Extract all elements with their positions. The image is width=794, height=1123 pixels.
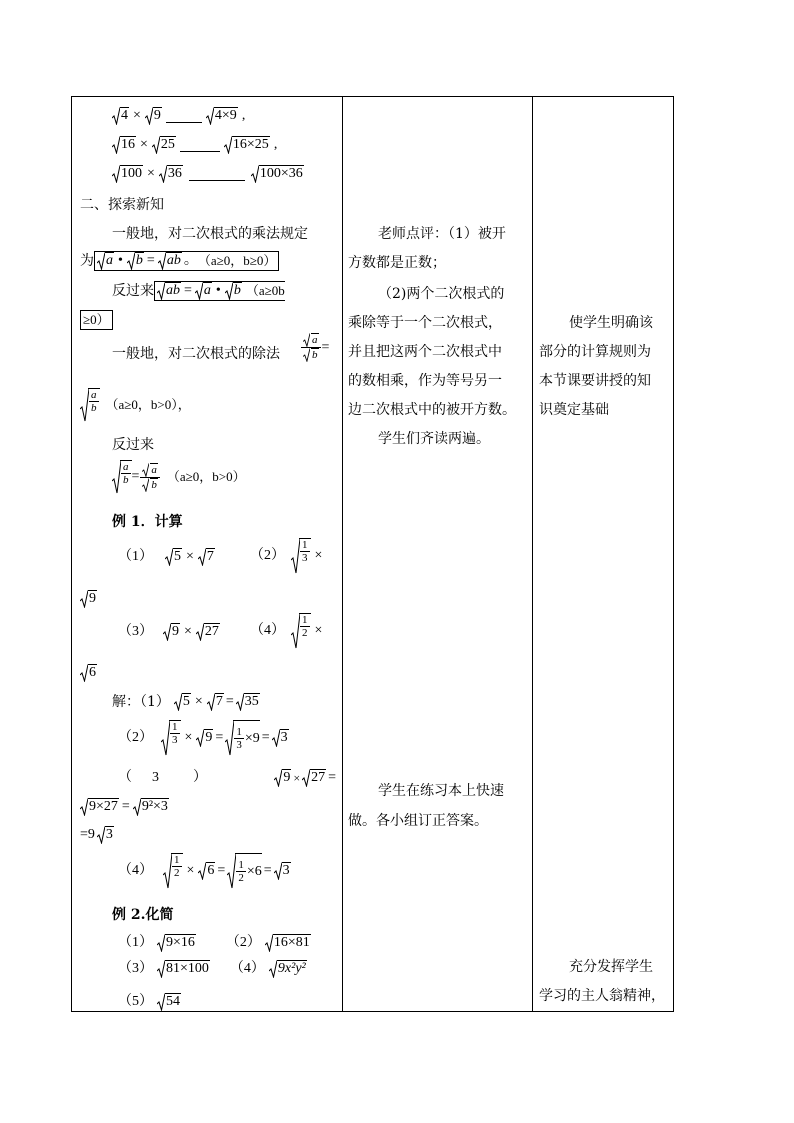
teacher-comment-line: 并且把这两个二次根式中 xyxy=(348,344,502,360)
section-heading: 二、探索新知 xyxy=(80,197,164,213)
radical: 9 xyxy=(145,107,162,125)
div-rule-lhs: $\frac{a}{b}$ = xyxy=(300,333,329,362)
example-2-row-3: （5） 54 xyxy=(118,994,180,1009)
mul-rule-formula: 为 a • b = ab 。 （a≥0，b≥0） xyxy=(80,251,279,271)
reverse-label-2: 反过来 xyxy=(112,437,154,453)
teacher-comment-line: 乘除等于一个二次根式， xyxy=(348,315,502,331)
comparison-row-3: 100 × 36 100×36 xyxy=(112,165,304,183)
boxed-formula: a • b = ab 。 （a≥0，b≥0） xyxy=(94,251,279,271)
student-activity-line: 学生在练习本上快速 xyxy=(378,783,504,799)
example-2-title: 例 2.化简 xyxy=(112,907,174,923)
example-1-title: 例 1．计算 xyxy=(112,514,183,530)
example-1-item-4: （4） $\frac{1}{2}$ × xyxy=(250,613,322,649)
mul-rule-text: 一般地，对二次根式的乘法规定 xyxy=(112,226,308,242)
example-2-row-1: （1） 9×16 （2） 16×81 xyxy=(118,935,310,950)
example-1-item-1: （1） 5 × 7 xyxy=(118,549,214,564)
answer-blank xyxy=(180,139,220,152)
design-intent-line: 部分的计算规则为 xyxy=(539,344,651,360)
student-activity: 学生们齐读两遍。 xyxy=(378,431,490,447)
student-activity-line: 做。各小组订正答案。 xyxy=(348,813,488,829)
example-1-item-2: （2） $\frac{1}{3}$ × xyxy=(250,538,322,574)
div-reverse-formula: $\frac{a}{b}$ = $\frac{a}{b}$ （a≥0，b>0） xyxy=(112,460,246,494)
teacher-comment-line: 老师点评：（1）被开 xyxy=(378,226,506,242)
design-intent-line: 学习的主人翁精神， xyxy=(539,988,665,1004)
design-intent-line: 充分发挥学生 xyxy=(569,959,653,975)
solution-2: （2） $\frac{1}{3}$ × 9 = $\frac{1}{3}$ ×9 = 3 xyxy=(118,720,289,756)
teacher-comment-line: 方数都是正数； xyxy=(348,255,446,271)
comparison-row-2: 16 × 25 16×25 , xyxy=(112,136,277,154)
teacher-comment-line: （2)两个二次根式的 xyxy=(378,286,505,302)
radical: 4 xyxy=(112,107,129,125)
solution-4: （4） $\frac{1}{2}$ × 6 = $\frac{1}{2}$ ×6 = 3 xyxy=(118,853,291,889)
reverse-formula-cont: ≥0） xyxy=(80,310,113,330)
design-intent-line: 使学生明确该 xyxy=(569,315,653,331)
teacher-comment-line: 的数相乘，作为等号另一 xyxy=(348,373,502,389)
div-rule-rhs: $\frac{a}{b}$ （a≥0，b>0）， xyxy=(80,388,191,422)
teacher-comment-line: 边二次根式中的被开方数。 xyxy=(348,402,516,418)
answer-blank xyxy=(166,110,202,123)
div-rule-text: 一般地，对二次根式的除法 xyxy=(112,346,280,362)
solution-3-result: =9 3 xyxy=(80,827,113,842)
radical: 4×9 xyxy=(206,107,238,125)
boxed-formula: ab = a • b （a≥0b xyxy=(154,281,285,301)
answer-blank xyxy=(189,168,245,181)
reverse-formula: 反过来 ab = a • b （a≥0b xyxy=(112,283,285,299)
design-intent-line: 本节课要讲授的知 xyxy=(539,373,651,389)
example-2-row-2: （3） 81×100 （4） 9x²y² xyxy=(118,961,306,976)
solution-3-cont: 9×27 = 9²×3 xyxy=(80,798,169,816)
solution-1: 解：（1） 5 × 7 = 35 xyxy=(112,694,259,710)
solution-3: （ 3 ） 9 × 27 = xyxy=(118,770,336,785)
column-divider-2 xyxy=(532,97,533,1011)
design-intent-line: 识奠定基础 xyxy=(539,402,609,418)
comparison-row-1: 4 × 9 4×9 , xyxy=(112,107,245,125)
example-1-item-3: （3） 9 × 27 xyxy=(118,624,219,639)
column-divider-1 xyxy=(342,97,343,1011)
example-1-item-2-tail: 9 xyxy=(80,590,97,608)
example-1-item-4-tail: 6 xyxy=(80,664,97,682)
